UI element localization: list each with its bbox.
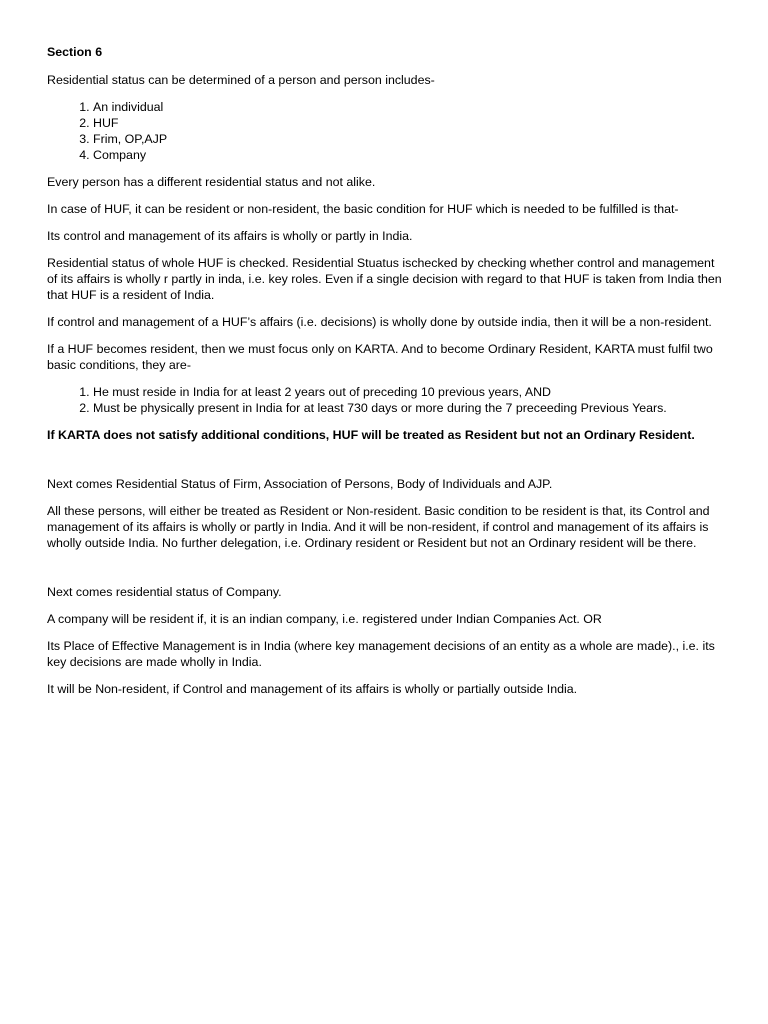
paragraph: Its Place of Effective Management is in India (where key management decisions of an entity as a whole are made)., i.e. its key decisions are made wholly in India. [47, 639, 715, 669]
spacer [47, 562, 727, 584]
paragraph: Next comes residential status of Company. [47, 585, 282, 599]
paragraph: If a HUF becomes resident, then we must focus only on KARTA. And to become Ordinary Resident, KARTA must fulfil two basic conditions, they are- [47, 342, 713, 372]
list-item: 2. HUF [93, 115, 727, 131]
list-item: 2. Must be physically present in India for at least 730 days or more during the 7 preceeding Previous Years. [93, 400, 727, 416]
paragraph: It will be Non-resident, if Control and management of its affairs is wholly or partially outside India. [47, 682, 578, 696]
paragraph: Residential status of whole HUF is checked. Residential Stuatus ischecked by checking whether control and management of its affairs is wholly r partly in inda, i.e. key roles. Even if a single decision with regard to that HUF is taken from India then that HUF is a resident of India. [47, 256, 722, 302]
bold-paragraph: If KARTA does not satisfy additional conditions, HUF will be treated as Resident but not an Ordinary Resident. [47, 428, 695, 442]
paragraph: Its control and management of its affairs is wholly or partly in India. [47, 229, 413, 243]
paragraph: In case of HUF, it can be resident or non-resident, the basic condition for HUF which is needed to be fulfilled is that- [47, 202, 679, 216]
karta-conditions-list [47, 384, 727, 416]
persons-list [47, 99, 727, 163]
paragraph: A company will be resident if, it is an indian company, i.e. registered under Indian Companies Act. OR [47, 612, 602, 626]
list-item: 1. He must reside in India for at least 2 years out of preceding 10 previous years, AND [93, 384, 727, 400]
list-item: 3. Frim, OP,AJP [93, 131, 727, 147]
list-item: 4. Company [93, 147, 727, 163]
section-title: Section 6 [47, 45, 103, 59]
document-body [47, 44, 727, 708]
spacer [47, 454, 727, 476]
paragraph: All these persons, will either be treated as Resident or Non-resident. Basic condition to be resident is that, its Control and management of its affairs is wholly or partly in India. And it will be non-resident, if control and management of its affairs is wholly outside India. No further delegation, i.e. Ordinary resident or Resident but not an Ordinary resident will be there. [47, 504, 710, 550]
intro-paragraph: Residential status can be determined of a person and person includes- [47, 73, 435, 87]
list-item: 1. An individual [93, 99, 727, 115]
paragraph: Next comes Residential Status of Firm, Association of Persons, Body of Individuals and AJP. [47, 477, 553, 491]
paragraph: If control and management of a HUF’s affairs (i.e. decisions) is wholly done by outside india, then it will be a non-resident. [47, 315, 712, 329]
paragraph: Every person has a different residential status and not alike. [47, 175, 376, 189]
